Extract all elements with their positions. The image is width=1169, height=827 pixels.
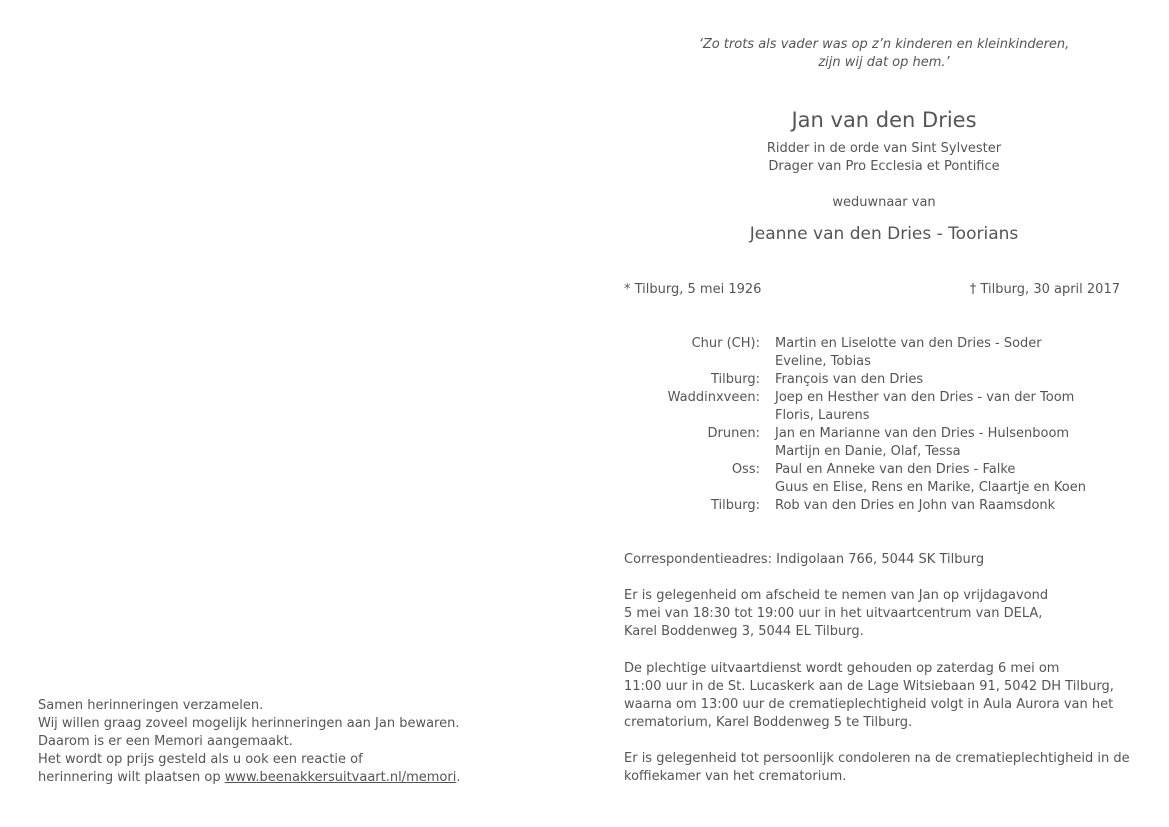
family-names: Eveline, Tobias <box>775 354 871 369</box>
memori-line-prefix: herinnering wilt plaatsen op <box>38 770 225 785</box>
memori-line: Het wordt op prijs gesteld als u ook een reactie of <box>38 752 363 767</box>
service-line: De plechtige uitvaartdienst wordt gehouden op zaterdag 6 mei om <box>624 661 1060 676</box>
family-place: Waddinxveen: <box>667 390 760 405</box>
service-line: waarna om 13:00 uur de crematieplechtigheid volgt in Aula Aurora van het <box>624 697 1114 712</box>
family-list <box>624 335 1144 515</box>
family-row <box>624 497 1144 515</box>
family-row <box>624 335 1144 353</box>
family-place <box>624 353 760 371</box>
memori-line <box>38 769 558 787</box>
family-names: Jan en Marianne van den Dries - Hulsenboom <box>775 426 1070 441</box>
family-place: Tilburg: <box>710 498 760 513</box>
family-place <box>624 479 760 497</box>
farewell-paragraph <box>624 587 1134 641</box>
family-row <box>624 371 1144 389</box>
family-names: Guus en Elise, Rens en Marike, Claartje en Koen <box>775 480 1086 495</box>
memorial-quote <box>624 36 1144 72</box>
spouse-intro: weduwnaar van <box>832 195 936 210</box>
title-line-1: Ridder in de orde van Sint Sylvester <box>766 141 1002 156</box>
family-names: François van den Dries <box>775 372 924 387</box>
family-names: Martin en Liselotte van den Dries - Soder <box>775 336 1042 351</box>
service-paragraph <box>624 660 1134 732</box>
memori-line: Wij willen graag zoveel mogelijk herinneringen aan Jan bewaren. <box>38 716 460 731</box>
family-place: Drunen: <box>707 426 760 441</box>
spouse-name: Jeanne van den Dries - Toorians <box>749 224 1019 244</box>
family-names: Floris, Laurens <box>775 408 870 423</box>
quote-line-1: ‘Zo trots als vader was op z’n kinderen en kleinkinderen, <box>698 37 1070 52</box>
correspondence-address: Correspondentieadres: Indigolaan 766, 5044 SK Tilburg <box>624 552 985 567</box>
memori-link[interactable]: www.beenakkersuitvaart.nl/memori <box>224 770 457 785</box>
family-row <box>624 443 1144 461</box>
farewell-line: 5 mei van 18:30 tot 19:00 uur in het uitvaartcentrum van DELA, <box>624 606 1043 621</box>
service-line: crematorium, Karel Boddenweg 5 te Tilburg. <box>624 715 913 730</box>
family-names: Rob van den Dries en John van Raamsdonk <box>775 498 1056 513</box>
deceased-name: Jan van den Dries <box>791 108 977 132</box>
family-row <box>624 389 1144 407</box>
family-row <box>624 479 1144 497</box>
farewell-line: Karel Boddenweg 3, 5044 EL Tilburg. <box>624 624 864 639</box>
condolence-line: koffiekamer van het crematorium. <box>624 769 847 784</box>
memori-line: Daarom is er een Memori aangemaakt. <box>38 734 293 749</box>
family-place <box>624 443 760 461</box>
memori-line: Samen herinneringen verzamelen. <box>38 698 264 713</box>
family-names: Martijn en Danie, Olaf, Tessa <box>775 444 961 459</box>
farewell-line: Er is gelegenheid om afscheid te nemen van Jan op vrijdagavond <box>624 588 1049 603</box>
family-names: Paul en Anneke van den Dries - Falke <box>775 462 1016 477</box>
quote-line-2: zijn wij dat op hem.’ <box>818 55 950 70</box>
family-row <box>624 353 1144 371</box>
family-row <box>624 425 1144 443</box>
family-row <box>624 461 1144 479</box>
condolence-paragraph <box>624 750 1134 786</box>
title-line-2: Drager van Pro Ecclesia et Pontifice <box>768 159 1000 174</box>
family-place <box>624 407 760 425</box>
family-row <box>624 407 1144 425</box>
family-names: Joep en Hesther van den Dries - van der Toom <box>775 390 1075 405</box>
condolence-line: Er is gelegenheid tot persoonlijk condoleren na de crematieplechtigheid in de <box>624 751 1130 766</box>
deceased-titles <box>624 140 1144 176</box>
family-place: Oss: <box>731 462 760 477</box>
family-place: Tilburg: <box>710 372 760 387</box>
family-place: Chur (CH): <box>691 336 760 351</box>
birth-date: * Tilburg, 5 mei 1926 <box>624 282 762 297</box>
memori-line-suffix: . <box>456 770 461 785</box>
service-line: 11:00 uur in de St. Lucaskerk aan de Lage Witsiebaan 91, 5042 DH Tilburg, <box>624 679 1114 694</box>
memori-notice <box>38 697 558 787</box>
death-date: † Tilburg, 30 april 2017 <box>969 282 1120 297</box>
